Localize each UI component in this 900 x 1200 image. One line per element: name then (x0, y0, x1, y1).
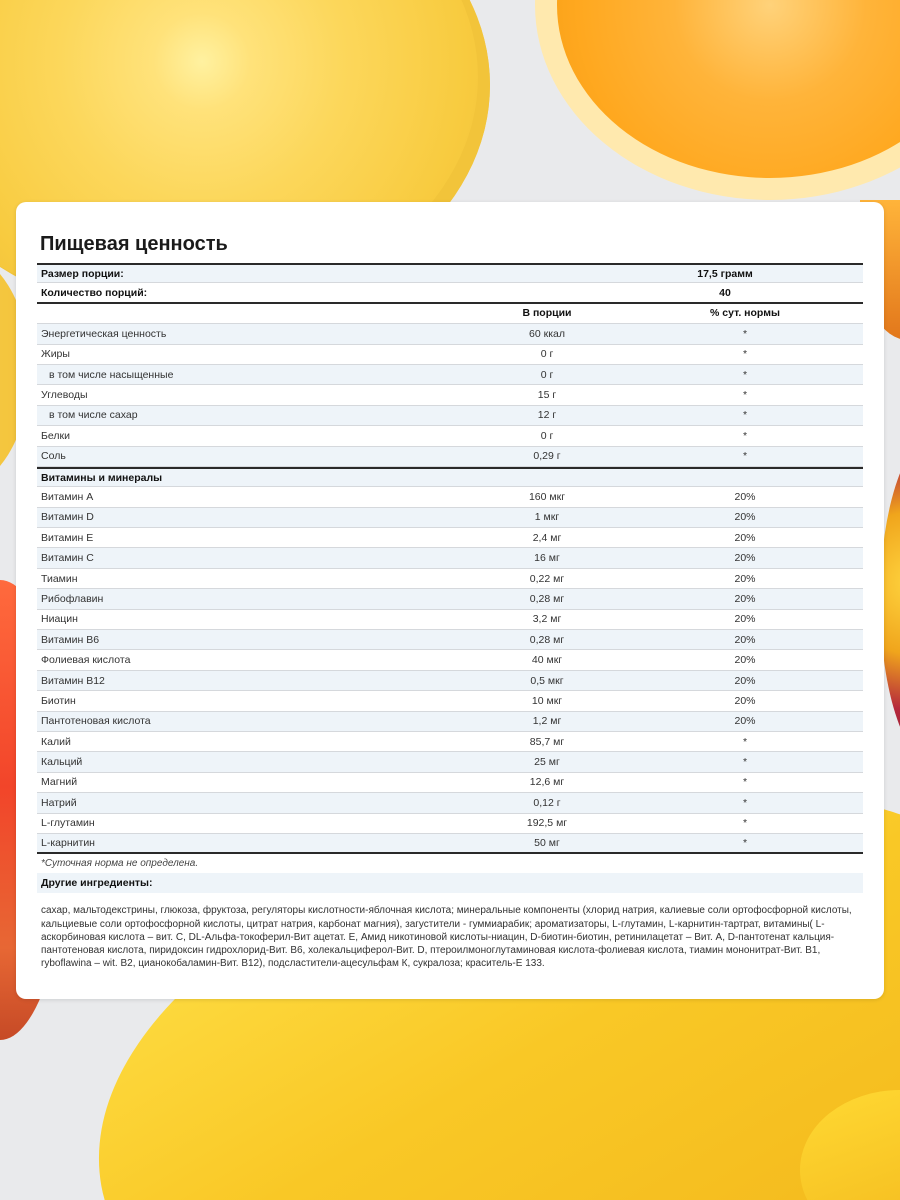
nutrient-daily-value: * (742, 409, 748, 422)
nutrient-daily-value: * (742, 450, 748, 463)
table-row (37, 487, 863, 507)
table-row (37, 548, 863, 568)
vitamins-heading-row (37, 467, 863, 487)
nutrient-daily-value: * (742, 817, 748, 830)
nutrient-daily-value: * (742, 348, 748, 361)
serving-size-row (37, 263, 863, 283)
nutrient-name: Магний (41, 776, 78, 789)
nutrient-amount: 3,2 мг (532, 613, 562, 626)
table-row (37, 752, 863, 772)
table-row (37, 508, 863, 528)
nutrient-name: Пантотеновая кислота (41, 715, 151, 728)
nutrient-name: Витамин А (41, 490, 94, 503)
column-header-row (37, 304, 863, 324)
table-row (37, 406, 863, 426)
nutrient-name: Тиамин (41, 572, 78, 585)
table-row (37, 691, 863, 711)
nutrient-daily-value: * (742, 327, 748, 340)
nutrient-amount: 0,12 г (533, 796, 561, 809)
nutrient-daily-value: * (742, 796, 748, 809)
table-row (37, 589, 863, 609)
serving-count-row (37, 283, 863, 303)
nutrient-amount: 0,22 мг (529, 572, 565, 585)
table-row (37, 610, 863, 630)
nutrient-amount: 40 мкг (531, 654, 563, 667)
table-row (37, 365, 863, 385)
nutrient-daily-value: 20% (734, 592, 756, 605)
nutrient-name: Натрий (41, 796, 77, 809)
nutrient-rows (37, 324, 863, 467)
nutrient-daily-value: 20% (734, 613, 756, 626)
nutrient-amount: 1 мкг (534, 511, 560, 524)
table-row (37, 650, 863, 670)
table-row (37, 385, 863, 405)
orange-slice-image (535, 0, 900, 200)
nutrient-amount: 10 мкг (531, 694, 563, 707)
table-row (37, 528, 863, 548)
nutrient-amount: 1,2 мг (532, 715, 562, 728)
nutrient-name: в том числе насыщенные (49, 368, 174, 381)
nutrient-daily-value: 20% (734, 633, 756, 646)
table-row (37, 630, 863, 650)
nutrient-daily-value: * (742, 776, 748, 789)
serving-size-label: Размер порции: (41, 267, 124, 280)
nutrient-name: L-карнитин (41, 837, 95, 850)
nutrient-daily-value: * (742, 756, 748, 769)
nutrient-name: в том числе сахар (49, 409, 138, 422)
nutrient-amount: 192,5 мг (526, 817, 568, 830)
table-row (37, 773, 863, 793)
serving-count-value: 40 (719, 286, 731, 299)
nutrient-name: Ниацин (41, 613, 78, 626)
column-header-per-serving: В порции (522, 307, 572, 320)
nutrient-amount: 0 г (540, 348, 554, 361)
vitamin-rows (37, 487, 863, 854)
other-ingredients-text: сахар, мальтодекстрины, глюкоза, фруктоза, регуляторы кислотности-яблочная кислота; минеральные компоненты (хлорид натрия, калиевые соли ортофосфорной кислоты, кальциевые соли ортофосфорной кислоты, цитрат натрия, карбонат магния), загустители - гуммиарабик; ароматизаторы, L-глутамин, L-карнитин-тартрат, витамины( L-аскорбиновая кислота – вит. С, DL-Альфа-токоферил-Вит ацетат. Е, Амид никотиновой кислоты-ниацин, D-биотин-биотин, ретинилацетат – Вит. А, D-пантотенат кальция-пантотеновая кислота, пиридоксин гидрохлорид-Вит. В6, холекальциферол-Вит. D, птероилмоноглутаминовая кислота-фолиевая кислота, тиамин мононитрат-Вит. В1, ryboflawina – wit. В2, цианокобаламин-Вит. В12), подсластители-ацесульфам К, сукралоза; краситель-Е 133. (41, 905, 852, 970)
table-row (37, 345, 863, 365)
nutrient-name: Белки (41, 429, 70, 442)
nutrient-name: Калий (41, 735, 71, 748)
serving-count-label: Количество порций: (41, 286, 148, 299)
nutrient-daily-value: * (742, 389, 748, 402)
nutrient-daily-value: 20% (734, 572, 756, 585)
nutrient-name: Витамин С (41, 552, 94, 565)
nutrient-amount: 0 г (540, 368, 554, 381)
nutrient-amount: 0,29 г (533, 450, 561, 463)
table-row (37, 712, 863, 732)
nutrient-name: Витамин В12 (41, 674, 105, 687)
table-row (37, 569, 863, 589)
nutrient-daily-value: 20% (734, 654, 756, 667)
table-row (37, 834, 863, 854)
nutrient-name: Фолиевая кислота (41, 654, 131, 667)
nutrient-daily-value: 20% (734, 715, 756, 728)
vitamins-heading: Витамины и минералы (41, 471, 163, 484)
nutrient-name: Биотин (41, 694, 76, 707)
table-row (37, 671, 863, 691)
table-row (37, 732, 863, 752)
nutrient-daily-value: * (742, 837, 748, 850)
nutrient-amount: 12 г (537, 409, 557, 422)
nutrient-amount: 16 мг (534, 552, 560, 565)
nutrient-daily-value: 20% (734, 552, 756, 565)
nutrient-amount: 25 мг (534, 756, 560, 769)
nutrient-amount: 0,28 мг (529, 592, 565, 605)
nutrient-name: Соль (41, 450, 66, 463)
nutrient-name: Рибофлавин (41, 592, 104, 605)
nutrient-amount: 12,6 мг (529, 776, 565, 789)
table-row (37, 447, 863, 467)
nutrient-amount: 50 мг (534, 837, 560, 850)
nutrient-amount: 160 мкг (528, 490, 566, 503)
nutrient-name: Углеводы (41, 389, 88, 402)
nutrient-amount: 15 г (537, 389, 557, 402)
nutrient-daily-value: * (742, 368, 748, 381)
nutrient-name: L-глутамин (41, 817, 95, 830)
footnote: *Суточная норма не определена. (41, 858, 199, 870)
other-ingredients-heading: Другие ингредиенты: (37, 873, 863, 893)
nutrient-name: Витамин D (41, 511, 94, 524)
table-row (37, 324, 863, 344)
nutrient-amount: 60 ккал (529, 327, 565, 340)
nutrient-name: Жиры (41, 348, 70, 361)
nutrient-name: Витамин Е (41, 531, 94, 544)
nutrient-amount: 0,5 мкг (530, 674, 564, 687)
nutrient-daily-value: 20% (734, 531, 756, 544)
nutrient-daily-value: 20% (734, 694, 756, 707)
table-row (37, 426, 863, 446)
nutrition-card (16, 202, 884, 999)
nutrient-daily-value: 20% (734, 674, 756, 687)
table-row (37, 814, 863, 834)
nutrition-table (37, 263, 863, 854)
nutrient-amount: 2,4 мг (532, 531, 562, 544)
nutrient-name: Энергетическая ценность (41, 327, 167, 340)
nutrient-amount: 0 г (540, 429, 554, 442)
page-title: Пищевая ценность (40, 233, 228, 255)
nutrient-daily-value: 20% (734, 511, 756, 524)
nutrient-amount: 0,28 мг (529, 633, 565, 646)
table-row (37, 793, 863, 813)
serving-size-value: 17,5 грамм (697, 267, 753, 280)
nutrient-amount: 85,7 мг (529, 735, 565, 748)
nutrient-daily-value: * (742, 429, 748, 442)
nutrient-name: Витамин В6 (41, 633, 100, 646)
nutrient-name: Кальций (41, 756, 83, 769)
nutrient-daily-value: 20% (734, 490, 756, 503)
column-header-daily-value: % сут. нормы (710, 307, 780, 320)
nutrient-daily-value: * (742, 735, 748, 748)
